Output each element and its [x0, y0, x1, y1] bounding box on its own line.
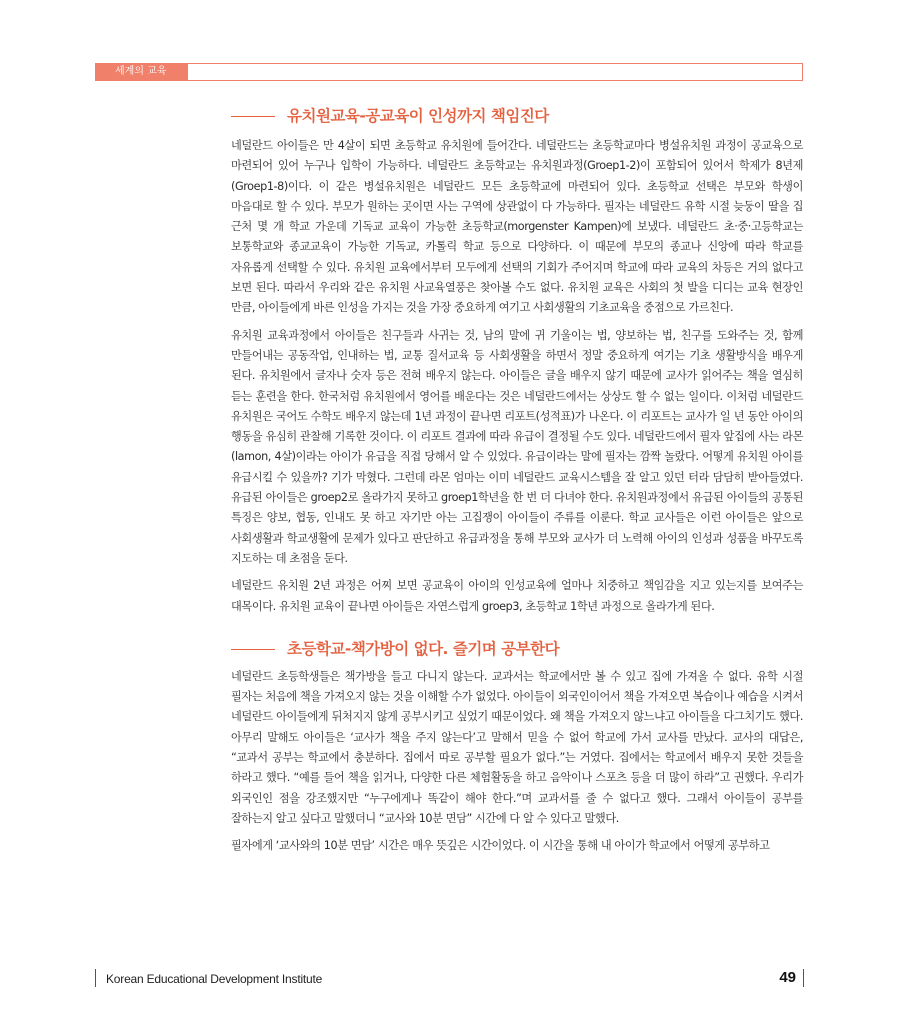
paragraph: 네덜란드 초등학생들은 책가방을 들고 다니지 않는다. 교과서는 학교에서만 볼 수 있고 집에 가져올 수 없다. 유학 시절 필자는 처음에 책을 가져오지 않는 것을 이해할 수가 없었다. 아이들이 외국인이어서 책을 가져오면 복습이나 예습을 시켜서 네덜란드 아이들에게 뒤처지지 않게 공부시키고 싶었기 때문이었다. 왜 책을 가져오지 않느냐고 아이들을 다그치기도 했다. 아무리 말해도 아이들은 ‘교사가 책을 주지 않는다’고 말해서 믿을 수 없어 학교에 가서 교사를 만났다. 교사의 대답은, “교과서 공부는 학교에서 충분하다. 집에서 따로 공부할 필요가 없다.”는 거였다. 집에서는 학교에서 배우지 못한 것들을 하라고 했다. “예를 들어 책을 읽거나, 다양한 다른 체험활동을 하고 음악이나 스포츠 등을 더 많이 하라”고 권했다. 우리가 외국인인 점을 강조했지만 “누구에게나 똑같이 해야 한다.”며 교과서를 줄 수 없다고 했다. 그래서 아이들이 공부를 잘하는지 알고 싶다고 말했더니 “교사와 10분 면담” 시간에 다 알 수 있다고 말했다.	[231, 669, 803, 825]
paragraph: 네덜란드 유치원 2년 과정은 어찌 보면 공교육이 아이의 인성교육에 얼마나 치중하고 책임감을 지고 있는지를 보여주는 대목이다. 유치원 교육이 끝나면 아이들은 자연스럽게 groep3, 초등학교 1학년 과정으로 올라가게 된다.	[231, 579, 803, 613]
spacer	[231, 319, 803, 326]
paragraph: 유치원 교육과정에서 아이들은 친구들과 사귀는 것, 남의 말에 귀 기울이는 법, 양보하는 법, 친구를 도와주는 것, 함께 만들어내는 공동작업, 인내하는 법, 교통 질서교육 등 사회생활을 하면서 정말 중요하게 여기는 기초 생활방식을 배우게 된다. 유치원에서 글자나 숫자 등은 전혀 배우지 않는다. 아이들은 글을 배우지 않기 때문에 교사가 읽어주는 책을 열심히 듣는 훈련을 한다. 한국처럼 유치원에서 영어를 배운다는 것은 네덜란드에서는 상상도 할 수 없는 일이다. 이처럼 네덜란드 유치원은 국어도 수학도 배우지 않는데 1년 과정이 끝나면 리포트(성적표)가 나온다. 이 리포트는 교사가 일 년 동안 아이의 행동을 유심히 관찰해 기록한 것이다. 이 리포트 결과에 따라 유급이 결정될 수도 있다. 네덜란드에서 필자 앞집에 사는 라몬(lamon, 4살)이라는 아이가 유급을 직접 당해서 알 수 있었다. 유급이라는 말에 필자는 깜짝 놀랐다. 어떻게 유치원 아이를 유급시킬 수 있을까? 기가 막혔다. 그런데 라몬 엄마는 이미 네덜란드 교육시스템을 잘 알고 있던 터라 담담히 받아들였다. 유급된 아이들은 groep2로 올라가지 못하고 groep1학년을 한 번 더 다녀야 한다. 유치원과정에서 유급된 아이들의 공통된 특징은 양보, 협동, 인내도 못 하고 자기만 아는 고집쟁이 아이들이 주류를 이룬다. 학교 교사들은 이런 아이들은 앞으로 사회생활과 학교생활에 문제가 있다고 판단하고 유급과정을 통해 부모와 교사가 더 노력해 아이의 인성과 성품을 바꾸도록 지도하는 데 초점을 둔다.	[231, 328, 803, 565]
spacer	[231, 128, 803, 136]
paragraph: 필자에게 ‘교사와의 10분 면담’ 시간은 매우 뜻깊은 시간이었다. 이 시간을 통해 내 아이가 학교에서 어떻게 공부하고	[231, 839, 770, 853]
article-body	[231, 104, 803, 857]
paragraph: 네덜란드 아이들은 만 4살이 되면 초등학교 유치원에 들어간다. 네덜란드는 초등학교마다 병설유치원 과정이 공교육으로 마련되어 있어 누구나 입학이 가능하다. 네덜란드 초등학교는 유치원과정(Groep1-2)이 포함되어 있어서 학제가 8년제(Groep1-8)이다. 이 같은 병설유치원은 네덜란드 모든 초등학교에 마련되어 있다. 초등학교 선택은 부모와 학생이 마음대로 할 수 있다. 부모가 원하는 곳이면 사는 구역에 상관없이 다 가능하다. 필자는 네덜란드 유학 시절 늦둥이 딸을 집 근처 몇 개 학교 가운데 기독교 교육이 가능한 초등학교(morgenster Kampen)에 보냈다. 네덜란드 초·중·고등학교는 보통학교와 종교교육이 가능한 기독교, 카톨릭 학교 등으로 다양하다. 이 때문에 부모의 종교나 신앙에 따라 학교를 자유롭게 선택할 수 있다. 유치원 교육에서부터 모두에게 선택의 기회가 주어지며 학교에 따라 교육의 차등은 거의 없다고 보면 된다. 따라서 우리와 같은 유치원 사교육열풍은 찾아볼 수도 없다. 유치원 교육은 사회의 첫 발을 디디는 교육 현장인 만큼, 아이들에게 바른 인성을 가지는 것을 가장 중요하게 여기고 사회생활의 기초교육을 중점으로 가르친다.	[231, 139, 803, 315]
footer-institution: Korean Educational Development Institute	[106, 972, 323, 986]
section-tab: 세계의 교육	[95, 63, 188, 80]
spacer	[231, 829, 803, 836]
footer-rule-right	[803, 969, 804, 987]
page-number: 49	[779, 969, 796, 986]
footer-rule-left	[95, 969, 96, 987]
spacer	[231, 569, 803, 576]
header-rule	[188, 63, 803, 80]
section-title-elementary: 초등학교-책가방이 없다. 즐기며 공부한다	[231, 637, 803, 661]
section-title-kindergarten: 유치원교육-공교육이 인성까지 책임진다	[231, 104, 803, 128]
header-underline	[95, 80, 803, 81]
spacer	[231, 617, 803, 637]
